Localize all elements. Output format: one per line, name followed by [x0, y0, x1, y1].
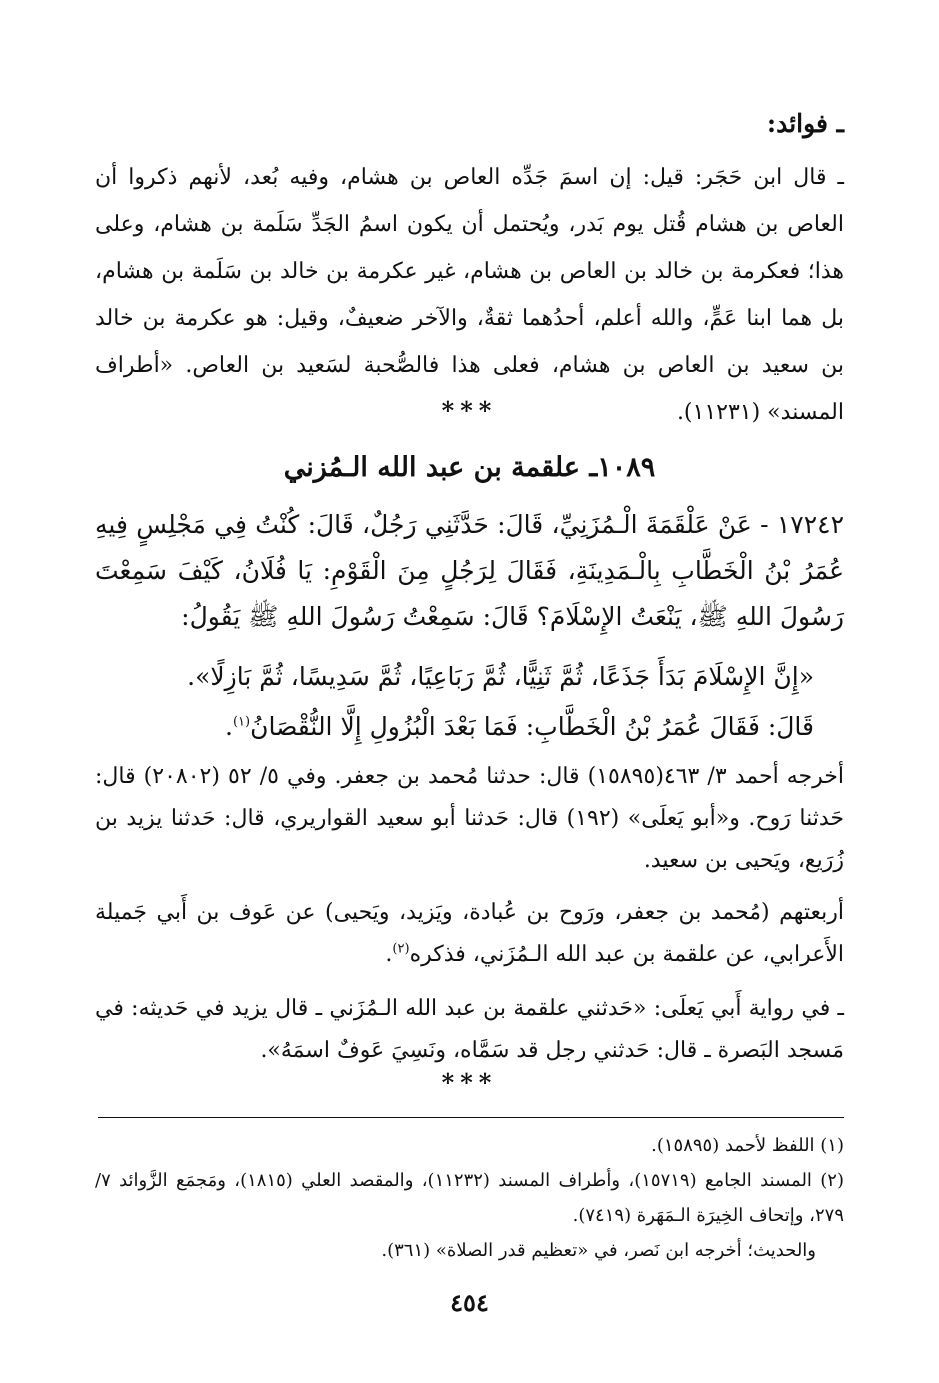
fawaid-heading: ـ فوائد: — [766, 109, 844, 138]
hadith-ending-tail: . — [225, 712, 233, 741]
hadith-ending-text: قَالَ: فَقَالَ عُمَرُ بْنُ الْخَطَّابِ: فَمَا بَعْدَ الْبُزُولِ إِلَّا النُّقْصَانُ — [250, 712, 814, 741]
hadith-intro: ١٧٢٤٢ - عَنْ عَلْقَمَةَ الْـمُزَنِيِّ، قَالَ: حَدَّثَنِي رَجُلٌ، قَالَ: كُنْتُ فِي مَجْلِسٍ فِيهِ عُمَرُ بْنُ الْخَطَّابِ بِالْـمَدِينَةِ، فَقَالَ لِرَجُلٍ مِنَ الْقَوْمِ: يَا فُلَانُ، كَيْفَ سَمِعْتَ رَسُولَ اللهِ ﷺ، يَنْعَتُ الإِسْلَامَ؟ قَالَ: سَمِعْتُ رَسُولَ اللهِ ﷺ يَقُولُ: — [95, 510, 844, 631]
chapter-title: ١٠٨٩ـ علقمة بن عبد الله الـمُزني — [283, 452, 656, 483]
footnotes — [95, 1128, 844, 1268]
narrators-text: أربعتهم (مُحمد بن جعفر، ورَوح بن عُبادة، ويَزيد، ويَحيى) عن عَوف بن أَبي جَميلة الأَعرابي، عن علقمة بن عبد الله الـمُزَني، فذكره — [95, 900, 844, 967]
narrators-paragraph — [95, 892, 844, 976]
takhrij-paragraph: أخرجه أحمد ٣/ ٤٦٣(١٥٨٩٥) قال: حدثنا مُحمد بن جعفر. وفي ٥/ ٥٢ (٢٠٨٠٢) قال: حَدثنا رَوح. و«أبو يَعلَى» (١٩٢) قال: حَدثنا أبو سعيد القواريري، قال: حَدثنا يزيد بن زُرَيع، ويَحيى بن سعيد. — [95, 764, 844, 873]
hadith-quote: «إِنَّ الإِسْلَامَ بَدَأَ جَذَعًا، ثُمَّ ثَنِيًّا، ثُمَّ رَبَاعِيًا، ثُمَّ سَدِيسًا، ثُمَّ بَازِلًا». — [187, 662, 814, 691]
footnote-ref-2[interactable]: (٢) — [392, 941, 410, 957]
footnote-1: (١) اللفظ لأحمد (١٥٨٩٥). — [651, 1135, 844, 1156]
footnote-ref-1[interactable]: (١) — [232, 714, 251, 730]
fawaid-paragraph: ـ قال ابن حَجَر: قيل: إن اسمَ جَدِّه العاص بن هشام، وفيه بُعد، لأنهم ذكروا أن العاص بن هشام قُتل يوم بَدر، ويُحتمل أن يكون اسمُ الجَدِّ سَلَمة بن هشام، وعلى هذا؛ فعكرمة بن خالد بن العاص بن هشام، غير عكرمة بن خالد بن سَلَمة بن هشام، بل هما ابنا عَمٍّ، والله أعلم، أحدُهما ثقةٌ، والآخر ضعيفٌ، وقيل: هو عكرمة بن خالد بن سعيد بن العاص بن هشام، فعلى هذا فالصُّحبة لسَعيد بن العاص. «أطراف المسند» (١١٢٣١). — [95, 165, 844, 425]
footnote-divider — [98, 1117, 844, 1118]
footnote-3: والحديث؛ أخرجه ابن نَصر، في «تعظيم قدر الصلاة» (٣٦١). — [381, 1240, 816, 1261]
narrators-tail: . — [385, 942, 393, 967]
section-separator-2: *** — [441, 1068, 498, 1097]
footnote-2: (٢) المسند الجامع (١٥٧١٩)، وأطراف المسند (١١٢٣٢)، والمقصد العلي (١٨١٥)، ومَجمَع الزَّوائد ٧/ ٢٧٩، وإتحاف الخِيرَة الـمَهَرة (٧٤١٩). — [95, 1170, 844, 1226]
section-separator: *** — [441, 396, 498, 425]
variant-paragraph: ـ في رواية أَبي يَعلَى: «حَدثني علقمة بن عبد الله الـمُزَني ـ قال يزيد في حَديثه: في مَسجد البَصرة ـ قال: حَدثني رجل قد سَمَّاه، ونَسِيَ عَوفٌ اسمَهُ». — [95, 996, 844, 1063]
hadith-ending — [95, 704, 814, 750]
page-number: ٤٥٤ — [450, 1288, 489, 1317]
